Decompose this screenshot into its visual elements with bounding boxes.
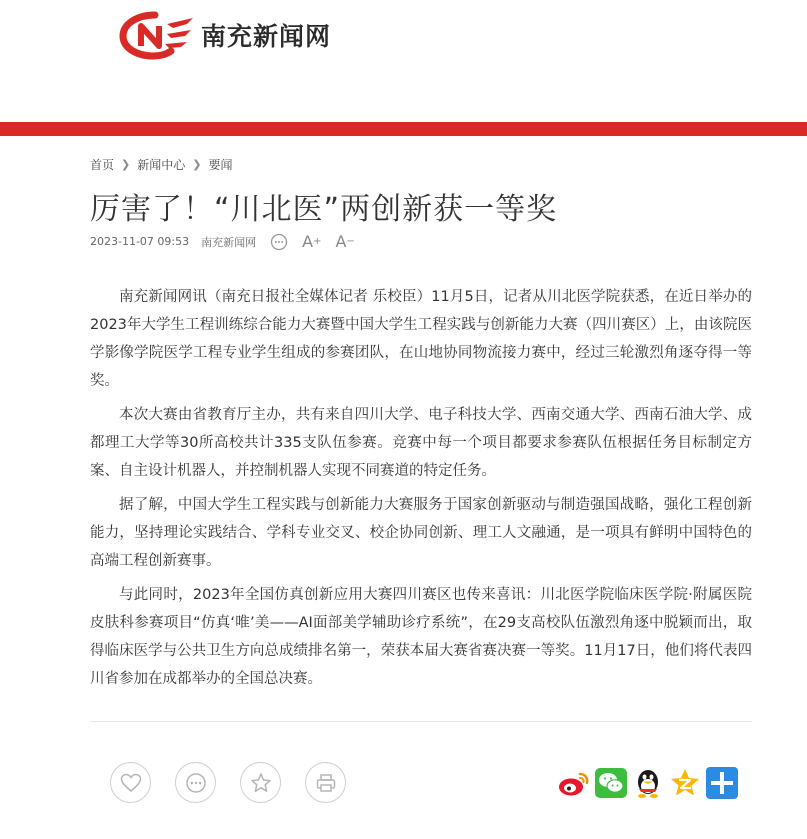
plus-icon <box>706 767 738 799</box>
logo-text: 南充新闻网 <box>201 22 332 51</box>
content-divider <box>90 721 752 722</box>
share-qq-button[interactable] <box>630 765 666 801</box>
plus-icon: + <box>313 236 322 247</box>
site-logo[interactable] <box>115 10 331 60</box>
print-button[interactable] <box>305 762 346 803</box>
chevron-right-icon: ❯ <box>192 158 202 171</box>
comment-action-button[interactable] <box>175 762 216 803</box>
article-paragraph: 本次大赛由省教育厅主办，共有来自四川大学、电子科技大学、西南交通大学、西南石油大学、成都理工大学等30所高校共计335支队伍参赛。竞赛中每一个项目都要求参赛队伍根据任务目标制定方案、自主设计机器人，并控制机器人实现不同赛道的特定任务。 <box>90 407 752 479</box>
like-button[interactable] <box>110 762 151 803</box>
weibo-icon <box>557 768 591 798</box>
minus-icon: − <box>346 236 355 247</box>
share-weibo-button[interactable] <box>556 765 592 801</box>
nav-bar <box>0 122 807 136</box>
wechat-icon <box>594 767 628 799</box>
share-more-button[interactable] <box>704 765 740 801</box>
logo-mark-icon <box>115 10 195 60</box>
article-paragraph: 据了解，中国大学生工程实践与创新能力大赛服务于国家创新驱动与制造强国战略，强化工程创新能力，坚持理论实践结合、学科专业交叉、校企协同创新、理工人文融通，是一项具有鲜明中国特色的高端工程创新赛事。 <box>90 497 752 569</box>
font-decrease-button[interactable] <box>335 232 354 251</box>
qzone-star-icon <box>669 767 701 799</box>
breadcrumb-headlines[interactable]: 要闻 <box>208 158 233 172</box>
breadcrumb-news-center[interactable]: 新闻中心 <box>137 158 186 172</box>
article-meta <box>90 232 355 251</box>
comment-icon <box>185 772 207 794</box>
font-increase-label: A <box>302 232 314 251</box>
article-title: 厉害了！“川北医”两创新获一等奖 <box>90 192 558 227</box>
article-paragraph: 与此同时，2023年全国仿真创新应用大赛四川赛区也传来喜讯：川北医学院临床医学院·附属医院皮肤科参赛项目“仿真‘唯’美——AI面部美学辅助诊疗系统”，在29支高校队伍激烈角逐中脱颖而出，取得临床医学与公共卫生方向总成绩排名第一，荣获本届大赛省赛决赛一等奖。11月17日，他们将代表四川省参加在成都举办的全国总决赛。 <box>90 587 752 687</box>
comment-button[interactable] <box>270 233 288 251</box>
share-wechat-button[interactable] <box>593 765 629 801</box>
share-bar <box>556 765 741 801</box>
heart-icon <box>120 773 142 793</box>
printer-icon <box>315 772 337 794</box>
star-icon <box>250 772 272 794</box>
chevron-right-icon: ❯ <box>121 158 131 171</box>
article-body <box>90 283 752 699</box>
site-header <box>0 0 807 122</box>
font-increase-button[interactable] <box>302 232 321 251</box>
share-qzone-button[interactable] <box>667 765 703 801</box>
breadcrumb-home[interactable]: 首页 <box>90 158 115 172</box>
publish-datetime: 2023-11-07 09:53 <box>90 235 190 248</box>
font-decrease-label: A <box>335 232 347 251</box>
qq-penguin-icon <box>633 767 663 799</box>
article-paragraph: 南充新闻网讯（南充日报社全媒体记者 乐校臣）11月5日，记者从川北医学院获悉，在近日举办的2023年大学生工程训练综合能力大赛暨中国大学生工程实践与创新能力大赛（四川赛区）上，由该院医学影像学院医学工程专业学生组成的参赛团队，在山地协同物流接力赛中，经过三轮激烈角逐夺得一等奖。 <box>90 289 752 389</box>
breadcrumb <box>90 156 232 173</box>
article-actions <box>110 762 370 803</box>
article-source: 南充新闻网 <box>201 235 257 249</box>
comment-icon <box>270 233 288 251</box>
favorite-button[interactable] <box>240 762 281 803</box>
